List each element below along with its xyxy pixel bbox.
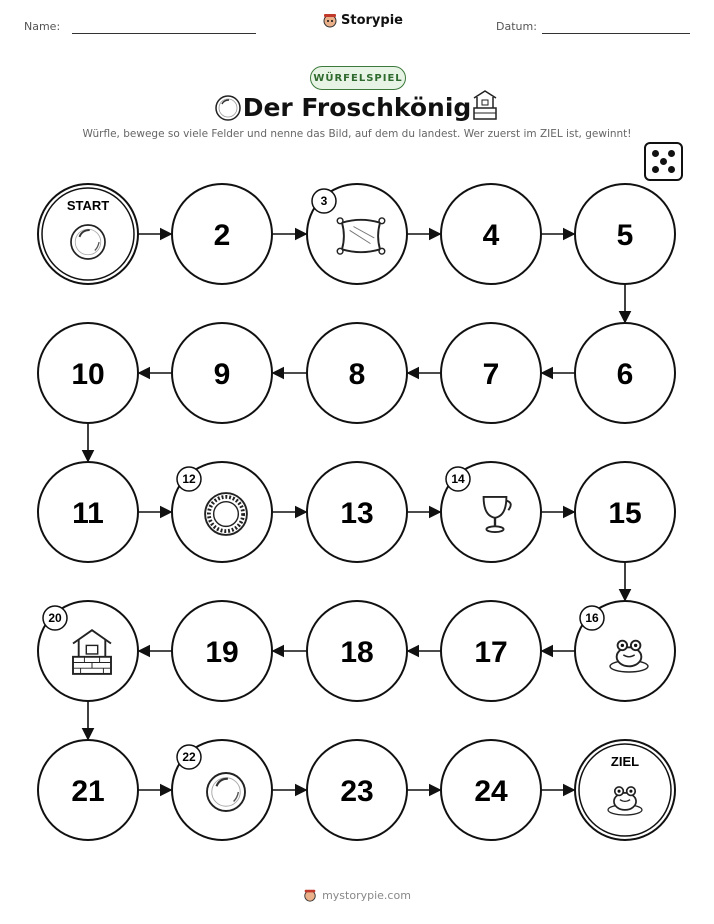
- cell-number: 17: [474, 636, 508, 669]
- board-cell: [307, 740, 407, 840]
- cell-number: 4: [482, 219, 500, 252]
- board-cell: [441, 601, 541, 701]
- cell-number: 5: [616, 219, 634, 252]
- cell-label: ZIEL: [610, 754, 640, 769]
- cell-number: 11: [72, 497, 104, 530]
- board-cell: [172, 740, 272, 840]
- pillow-icon: [337, 218, 385, 254]
- cell-number: 6: [616, 358, 634, 391]
- name-label: Name:: [24, 20, 61, 33]
- title-text: Der Froschkönig: [242, 93, 472, 122]
- board-cell: [172, 462, 272, 562]
- board-cell: [441, 740, 541, 840]
- cell-number: 15: [608, 497, 642, 530]
- board-cell: [172, 601, 272, 701]
- crystal-ball-icon: [71, 225, 105, 259]
- instructions: Würfle, bewege so viele Felder und nenne das Bild, auf dem du landest. Wer zuerst im ZIEL ist, gewinnt!: [82, 128, 632, 140]
- start-cell: [38, 184, 138, 284]
- cell-number-badge: 14: [451, 472, 465, 486]
- cell-number: 2: [213, 219, 231, 252]
- cell-number: 10: [71, 358, 105, 391]
- cell-number-badge: 12: [182, 472, 196, 486]
- cell-number: 9: [213, 358, 231, 391]
- plate-icon: [205, 493, 247, 535]
- board-cell: [441, 323, 541, 423]
- date-label: Datum:: [496, 20, 537, 33]
- cell-number: 7: [482, 358, 500, 391]
- finish-cell: [575, 740, 675, 840]
- cell-label: START: [66, 198, 110, 213]
- cell-number: 8: [348, 358, 366, 391]
- board-cell: [575, 462, 675, 562]
- storypie-logo-icon: [303, 888, 317, 902]
- board-cell: [38, 740, 138, 840]
- cell-number-badge: 3: [320, 194, 328, 208]
- cell-number: 18: [340, 636, 374, 669]
- board-cell: [307, 601, 407, 701]
- cell-number-badge: 16: [585, 611, 599, 625]
- board-cell: [441, 184, 541, 284]
- cell-number: 19: [205, 636, 239, 669]
- crystal-ball-icon: [207, 773, 245, 811]
- board-cell: [575, 601, 675, 701]
- footer: [0, 888, 714, 902]
- board-cell: [307, 184, 407, 284]
- brand-name: Storypie: [341, 12, 403, 28]
- board-cell: [38, 323, 138, 423]
- cell-number-badge: 20: [48, 611, 62, 625]
- board-cell: [307, 462, 407, 562]
- cell-number-badge: 22: [182, 750, 196, 764]
- board-cell: [172, 184, 272, 284]
- board-cell: [441, 462, 541, 562]
- game-type-badge: WÜRFELSPIEL: [310, 66, 406, 90]
- cell-number: 13: [340, 497, 374, 530]
- cell-number: 21: [71, 775, 105, 808]
- cell-number: 23: [340, 775, 374, 808]
- board-cell: [575, 323, 675, 423]
- board-cell: [38, 601, 138, 701]
- board-cell: [38, 462, 138, 562]
- board-cell: [307, 323, 407, 423]
- cell-number: 24: [474, 775, 508, 808]
- board-cell: [575, 184, 675, 284]
- board-cell: [172, 323, 272, 423]
- footer-url: mystorypie.com: [322, 888, 411, 902]
